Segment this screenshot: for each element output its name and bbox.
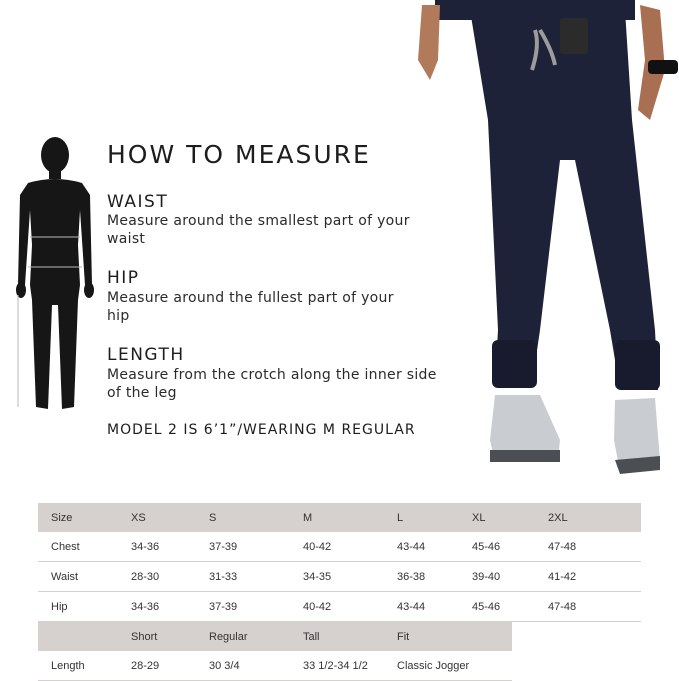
table-cell: 28-29 xyxy=(131,651,209,681)
body-silhouette-icon xyxy=(0,135,110,420)
table-row xyxy=(38,532,641,562)
table-cell: 34-36 xyxy=(131,592,209,622)
table-cell: 45-46 xyxy=(472,592,548,622)
header-cell: S xyxy=(209,503,303,532)
size-table xyxy=(38,503,641,622)
table-cell: Classic Jogger xyxy=(397,651,512,681)
table-cell: 40-42 xyxy=(303,532,397,562)
table-cell: 37-39 xyxy=(209,532,303,562)
row-label: Chest xyxy=(38,532,131,562)
table-cell: 41-42 xyxy=(548,562,641,592)
table-cell: 45-46 xyxy=(472,532,548,562)
table-cell: 39-40 xyxy=(472,562,548,592)
table-row xyxy=(38,592,641,622)
hip-title: HIP xyxy=(107,268,140,288)
header-cell: XL xyxy=(472,503,548,532)
table-cell: 47-48 xyxy=(548,592,641,622)
table-cell: 28-30 xyxy=(131,562,209,592)
waist-title: WAIST xyxy=(107,192,169,212)
table-row xyxy=(38,651,512,681)
header-cell: XS xyxy=(131,503,209,532)
row-label: Length xyxy=(38,651,131,681)
header-cell: 2XL xyxy=(548,503,641,532)
table-cell: 36-38 xyxy=(397,562,472,592)
table-cell: 43-44 xyxy=(397,532,472,562)
model-note: MODEL 2 IS 6’1”/WEARING M REGULAR xyxy=(107,422,416,438)
table-cell: 31-33 xyxy=(209,562,303,592)
header-cell: Tall xyxy=(303,622,397,651)
table-cell: 40-42 xyxy=(303,592,397,622)
size-table-header xyxy=(38,503,641,532)
table-cell: 34-35 xyxy=(303,562,397,592)
header-cell xyxy=(38,622,131,651)
table-cell: 34-36 xyxy=(131,532,209,562)
length-title: LENGTH xyxy=(107,345,185,365)
row-label: Waist xyxy=(38,562,131,592)
header-cell: Size xyxy=(38,503,131,532)
table-cell: 30 3/4 xyxy=(209,651,303,681)
table-cell: 33 1/2-34 1/2 xyxy=(303,651,397,681)
waist-desc: Measure around the smallest part of your waist xyxy=(107,213,410,247)
length-table xyxy=(38,622,512,681)
table-cell: 47-48 xyxy=(548,532,641,562)
table-cell: 43-44 xyxy=(397,592,472,622)
header-cell: Short xyxy=(131,622,209,651)
row-label: Hip xyxy=(38,592,131,622)
table-cell: 37-39 xyxy=(209,592,303,622)
hip-desc: Measure around the fullest part of your hip xyxy=(107,290,394,324)
length-desc: Measure from the crotch along the inner side of the leg xyxy=(107,367,437,401)
page-title: HOW TO MEASURE xyxy=(107,140,371,169)
table-row xyxy=(38,562,641,592)
header-cell: M xyxy=(303,503,397,532)
header-cell: Regular xyxy=(209,622,303,651)
header-cell: Fit xyxy=(397,622,512,651)
header-cell: L xyxy=(397,503,472,532)
length-table-header xyxy=(38,622,512,651)
